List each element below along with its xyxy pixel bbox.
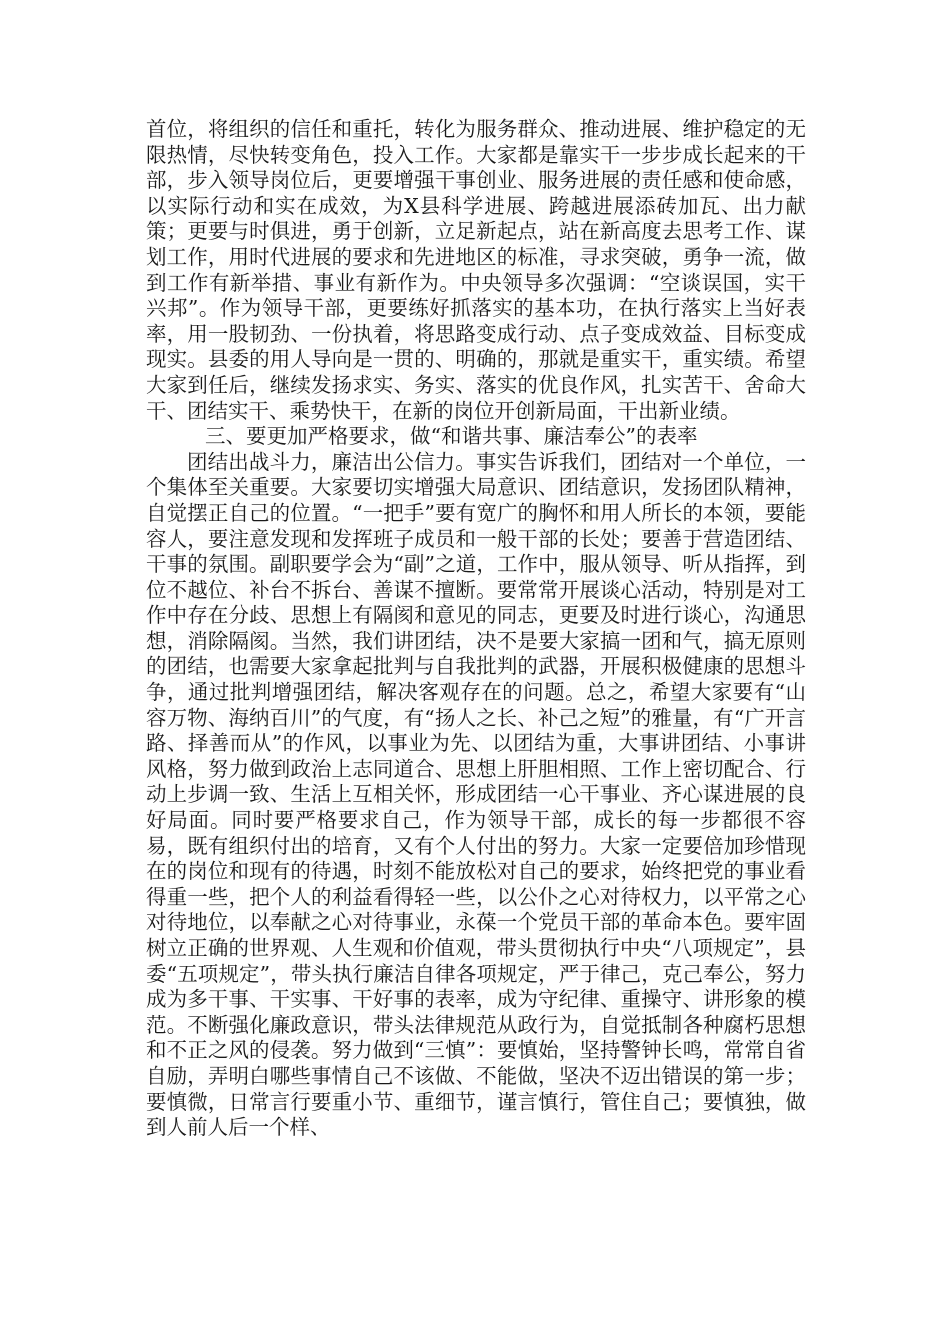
document-body: [146, 117, 806, 1141]
paragraph-continued: 首位，将组织的信任和重托，转化为服务群众、推动进展、维护稳定的无限热情，尽快转变角色，投入工作。大家都是靠实干一步步成长起来的干部，步入领导岗位后，更要增强干事创业、服务进展的责任感和使命感，以实际行动和实在成效，为X县科学进展、跨越进展添砖加瓦、出力献策；更要与时俱进，勇于创新，立足新起点，站在新高度去思考工作、谋划工作，用时代进展的要求和先进地区的标准，寻求突破，勇争一流，做到工作有新举措、事业有新作为。中央领导多次强调：“空谈误国，实干兴邦”。作为领导干部，更要练好抓落实的基本功，在执行落实上当好表率，用一股韧劲、一份执着，将思路变成行动、点子变成效益、目标变成现实。县委的用人导向是一贯的、明确的，那就是重实干，重实绩。希望大家到任后，继续发扬求实、务实、落实的优良作风，扎实苦干、舍命大干、团结实干、乘势快干，在新的岗位开创新局面，干出新业绩。: [146, 117, 806, 423]
paragraph-main: 团结出战斗力，廉洁出公信力。事实告诉我们，团结对一个单位，一个集体至关重要。大家要切实增强大局意识、团结意识，发扬团队精神，自觉摆正自己的位置。“一把手”要有宽广的胸怀和用人所长的本领，要能容人，要注意发现和发挥班子成员和一般干部的长处；要善于营造团结、干事的氛围。副职要学会为“副”之道，工作中，服从领导、听从指挥，到位不越位、补台不拆台、善谋不擅断。要常常开展谈心活动，特别是对工作中存在分歧、思想上有隔阂和意见的同志，更要及时进行谈心，沟通思想，消除隔阂。当然，我们讲团结，决不是要大家搞一团和气，搞无原则的团结，也需要大家拿起批判与自我批判的武器，开展积极健康的思想斗争，通过批判增强团结，解决客观存在的问题。总之，希望大家要有“山容万物、海纳百川”的气度，有“扬人之长、补己之短”的雅量，有“广开言路、择善而从”的作风，以事业为先、以团结为重，大事讲团结、小事讲风格，努力做到政治上志同道合、思想上肝胆相照、工作上密切配合、行动上步调一致、生活上互相关怀，形成团结一心干事业、齐心谋进展的良好局面。同时要严格要求自己，作为领导干部，成长的每一步都很不容易，既有组织付出的培育，又有个人付出的努力。大家一定要倍加珍惜现在的岗位和现有的待遇，时刻不能放松对自己的要求，始终把党的事业看得重一些，把个人的利益看得轻一些，以公仆之心对待权力，以平常之心对待地位，以奉献之心对待事业，永葆一个党员干部的革命本色。要牢固树立正确的世界观、人生观和价值观，带头贯彻执行中央“八项规定”，县委“五项规定”，带头执行廉洁自律各项规定，严于律己，克己奉公，努力成为多干事、干实事、干好事的表率，成为守纪律、重操守、讲形象的模范。不断强化廉政意识，带头法律规范从政行为，自觉抵制各种腐朽思想和不正之风的侵袭。努力做到“三慎”：要慎始，坚持警钟长鸣，常常自省自励，弄明白哪些事情自己不该做、不能做，坚决不迈出错误的第一步；要慎微，日常言行要重小节、重细节，谨言慎行，管住自己；要慎独，做到人前人后一个样、: [146, 449, 806, 1140]
section-heading: 三、要更加严格要求，做“和谐共事、廉洁奉公”的表率: [205, 424, 698, 449]
